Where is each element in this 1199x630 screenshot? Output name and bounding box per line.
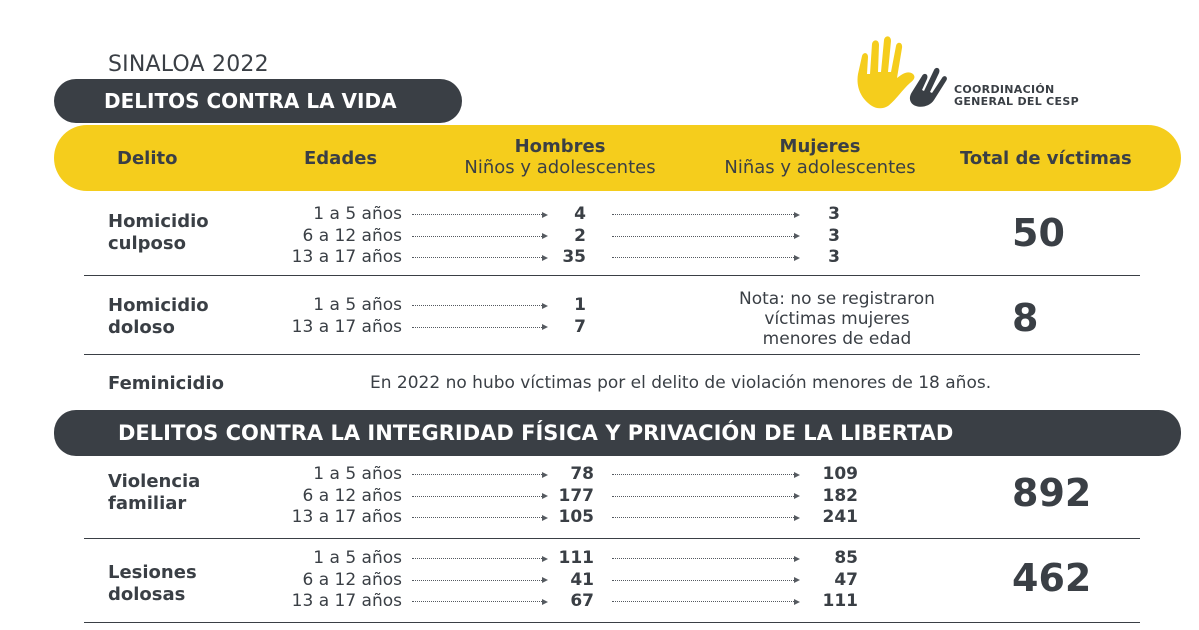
age-label: 13 a 17 años — [291, 507, 402, 527]
hombres-value: 67 — [570, 591, 594, 611]
header-mujeres — [700, 136, 940, 178]
dotted-arrow — [412, 317, 548, 339]
age-label: 6 a 12 años — [302, 569, 402, 590]
hombres-lesiones-dolosas — [550, 548, 594, 613]
dotted-arrow — [412, 591, 548, 613]
mujeres-value: 3 — [828, 247, 840, 267]
ages-homicidio-doloso — [262, 295, 402, 338]
arrows-hombres — [412, 295, 548, 338]
mujeres-value: 241 — [822, 507, 858, 527]
dotted-arrow — [412, 226, 548, 248]
mujeres-value: 47 — [834, 569, 858, 590]
hombres-homicidio-doloso — [550, 295, 586, 338]
crime-name-line2: familiar — [108, 493, 187, 514]
age-label: 1 a 5 años — [313, 295, 402, 315]
age-label: 13 a 17 años — [291, 591, 402, 611]
dotted-arrow — [612, 204, 800, 226]
crime-homicidio-doloso — [108, 295, 209, 339]
age-label: 1 a 5 años — [313, 464, 402, 484]
mujeres-lesiones-dolosas — [810, 548, 858, 613]
mujeres-homicidio-culposo — [806, 204, 840, 269]
crime-name-line2: doloso — [108, 317, 175, 338]
arrows-hombres — [412, 464, 548, 529]
cesp-logo — [850, 34, 1090, 114]
section2-title: DELITOS CONTRA LA INTEGRIDAD FÍSICA Y PRIVACIÓN DE LA LIBERTAD — [54, 410, 1181, 456]
age-label: 13 a 17 años — [291, 247, 402, 267]
dotted-arrow — [612, 570, 800, 592]
ages-lesiones-dolosas — [262, 548, 402, 613]
hombres-value: 78 — [570, 464, 594, 484]
mujeres-value: 182 — [822, 485, 858, 506]
hombres-value: 35 — [562, 247, 586, 267]
crime-name-line2: dolosas — [108, 584, 186, 605]
arrows-hombres — [412, 204, 548, 269]
note-mujeres — [712, 289, 962, 349]
header-total: Total de víctimas — [960, 148, 1132, 169]
hombres-homicidio-culposo — [550, 204, 586, 269]
ages-violencia-familiar — [262, 464, 402, 529]
feminicidio-text: En 2022 no hubo víctimas por el delito de violación menores de 18 años. — [370, 373, 992, 393]
mujeres-value: 109 — [822, 464, 858, 484]
header-edades: Edades — [304, 148, 378, 169]
total-homicidio-doloso: 8 — [1012, 296, 1039, 340]
arrows-mujeres — [612, 548, 800, 613]
header-hombres-sub: Niños y adolescentes — [464, 157, 656, 178]
logo-line1: COORDINACIÓN — [954, 83, 1055, 96]
dotted-arrow — [612, 548, 800, 570]
total-lesiones-dolosas: 462 — [1012, 556, 1092, 600]
hombres-value: 7 — [574, 316, 586, 337]
dotted-arrow — [612, 464, 800, 486]
header-hombres — [440, 136, 680, 178]
dotted-arrow — [612, 591, 800, 613]
dotted-arrow — [412, 204, 548, 226]
dotted-arrow — [412, 247, 548, 269]
logo-line2: GENERAL DEL CESP — [954, 95, 1079, 108]
dotted-arrow — [612, 486, 800, 508]
crime-feminicidio: Feminicidio — [108, 373, 224, 394]
mujeres-violencia-familiar — [810, 464, 858, 529]
row-divider — [84, 622, 1140, 623]
mujeres-value: 111 — [822, 591, 858, 611]
hombres-value: 105 — [558, 507, 594, 527]
hombres-value: 41 — [570, 569, 594, 590]
dotted-arrow — [612, 226, 800, 248]
age-label: 13 a 17 años — [291, 316, 402, 337]
hombres-value: 177 — [558, 485, 594, 506]
crime-name-line1: Homicidio — [108, 211, 209, 232]
age-label: 1 a 5 años — [313, 204, 402, 224]
hombres-value: 1 — [574, 295, 586, 315]
hombres-violencia-familiar — [550, 464, 594, 529]
hombres-value: 4 — [574, 204, 586, 224]
arrows-mujeres — [612, 204, 800, 269]
row-divider — [84, 538, 1140, 539]
note-line: Nota: no se registraron — [739, 289, 935, 309]
crime-name-line2: culposo — [108, 233, 186, 254]
hands-icon — [850, 34, 950, 114]
crime-homicidio-culposo — [108, 211, 209, 255]
row-divider — [84, 275, 1140, 276]
age-label: 1 a 5 años — [313, 548, 402, 568]
region-title: SINALOA 2022 — [108, 52, 269, 77]
ages-homicidio-culposo — [262, 204, 402, 269]
crime-name-line1: Violencia — [108, 471, 201, 492]
row-divider — [84, 354, 1140, 355]
hombres-value: 2 — [574, 225, 586, 246]
note-line: menores de edad — [762, 329, 912, 349]
crime-lesiones-dolosas — [108, 562, 197, 606]
age-label: 6 a 12 años — [302, 485, 402, 506]
arrows-hombres — [412, 548, 548, 613]
note-line: víctimas mujeres — [764, 309, 910, 329]
total-homicidio-culposo: 50 — [1012, 211, 1065, 255]
crime-name-line1: Lesiones — [108, 562, 197, 583]
dotted-arrow — [612, 507, 800, 529]
dotted-arrow — [412, 548, 548, 570]
total-violencia-familiar: 892 — [1012, 471, 1092, 515]
dotted-arrow — [412, 464, 548, 486]
age-label: 6 a 12 años — [302, 225, 402, 246]
header-mujeres-sub: Niñas y adolescentes — [724, 157, 916, 178]
dotted-arrow — [412, 486, 548, 508]
mujeres-value: 3 — [828, 225, 840, 246]
header-mujeres-title: Mujeres — [779, 136, 861, 157]
dotted-arrow — [412, 570, 548, 592]
mujeres-value: 3 — [828, 204, 840, 224]
crime-violencia-familiar — [108, 471, 200, 515]
hombres-value: 111 — [558, 548, 594, 568]
dotted-arrow — [612, 247, 800, 269]
crime-name-line1: Homicidio — [108, 295, 209, 316]
section1-title: DELITOS CONTRA LA VIDA — [54, 79, 462, 123]
dotted-arrow — [412, 295, 548, 317]
header-delito: Delito — [117, 148, 178, 169]
mujeres-value: 85 — [834, 548, 858, 568]
dotted-arrow — [412, 507, 548, 529]
header-hombres-title: Hombres — [514, 136, 606, 157]
arrows-mujeres — [612, 464, 800, 529]
